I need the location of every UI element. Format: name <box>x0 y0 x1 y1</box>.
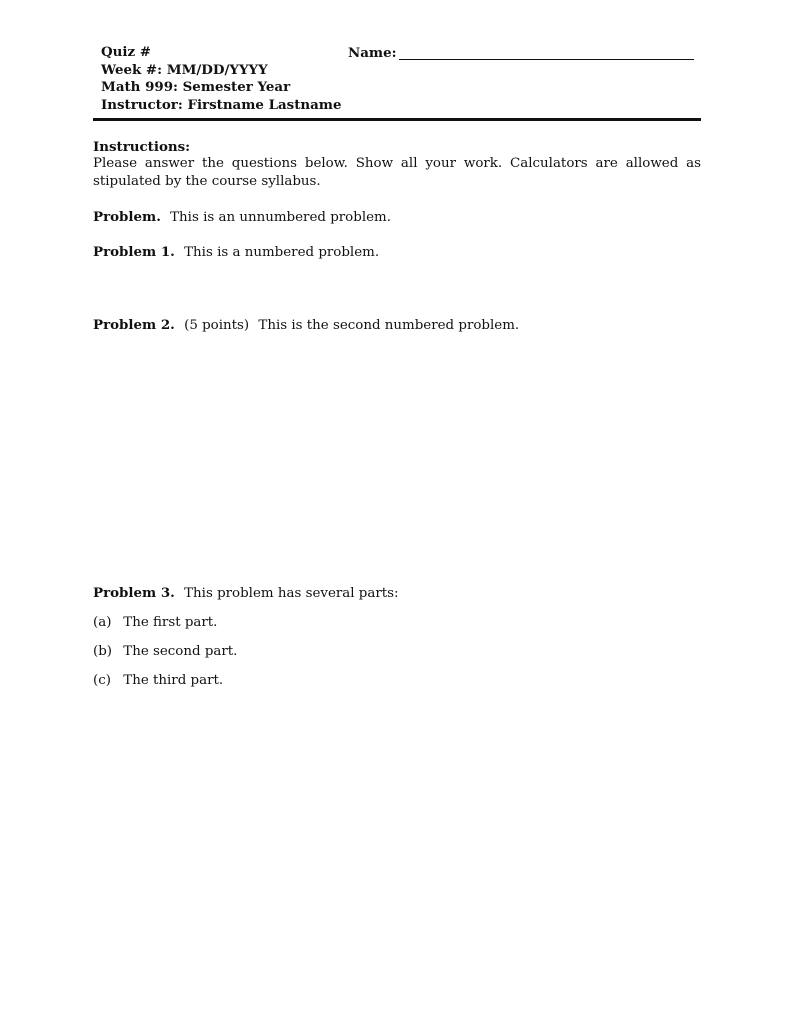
instructions-body: Please answer the questions below. Show all your work. Calculators are allowed as stipulated by the course syllabus. <box>93 156 701 189</box>
problem-3-part-b <box>93 643 237 661</box>
problem-3 <box>93 584 399 603</box>
name-underline <box>399 59 694 60</box>
name-label: Name: <box>348 45 397 61</box>
problem-text: This is the second numbered problem. <box>258 318 520 333</box>
problem-3-part-c <box>93 672 223 690</box>
part-label: (b) <box>93 644 113 659</box>
instructions-heading: Instructions: <box>93 139 191 155</box>
part-label: (c) <box>93 673 111 688</box>
part-text: The first part. <box>123 615 218 630</box>
problem-3-part-a <box>93 614 217 632</box>
quiz-week-date: Week #: MM/DD/YYYY <box>101 61 268 78</box>
student-name-field <box>348 45 694 63</box>
problem-label: Problem 2. <box>93 317 175 333</box>
problem-label: Problem 1. <box>93 244 175 260</box>
part-text: The second part. <box>123 644 238 659</box>
problem-label: Problem. <box>93 209 161 225</box>
problem-2 <box>93 316 519 335</box>
problem-unnumbered <box>93 208 391 227</box>
problem-text: This problem has several parts: <box>184 586 399 601</box>
header-divider <box>93 118 701 121</box>
instructor-name: Instructor: Firstname Lastname <box>101 96 342 113</box>
quiz-header-info <box>101 44 341 114</box>
part-label: (a) <box>93 615 112 630</box>
problem-points: (5 points) <box>184 318 250 333</box>
problem-label: Problem 3. <box>93 585 175 601</box>
part-text: The third part. <box>123 673 224 688</box>
problem-1 <box>93 243 379 262</box>
course-semester: Math 999: Semester Year <box>101 79 291 95</box>
problem-text: This is a numbered problem. <box>184 245 380 260</box>
problem-text: This is an unnumbered problem. <box>170 210 391 225</box>
quiz-title: Quiz # <box>101 44 151 60</box>
